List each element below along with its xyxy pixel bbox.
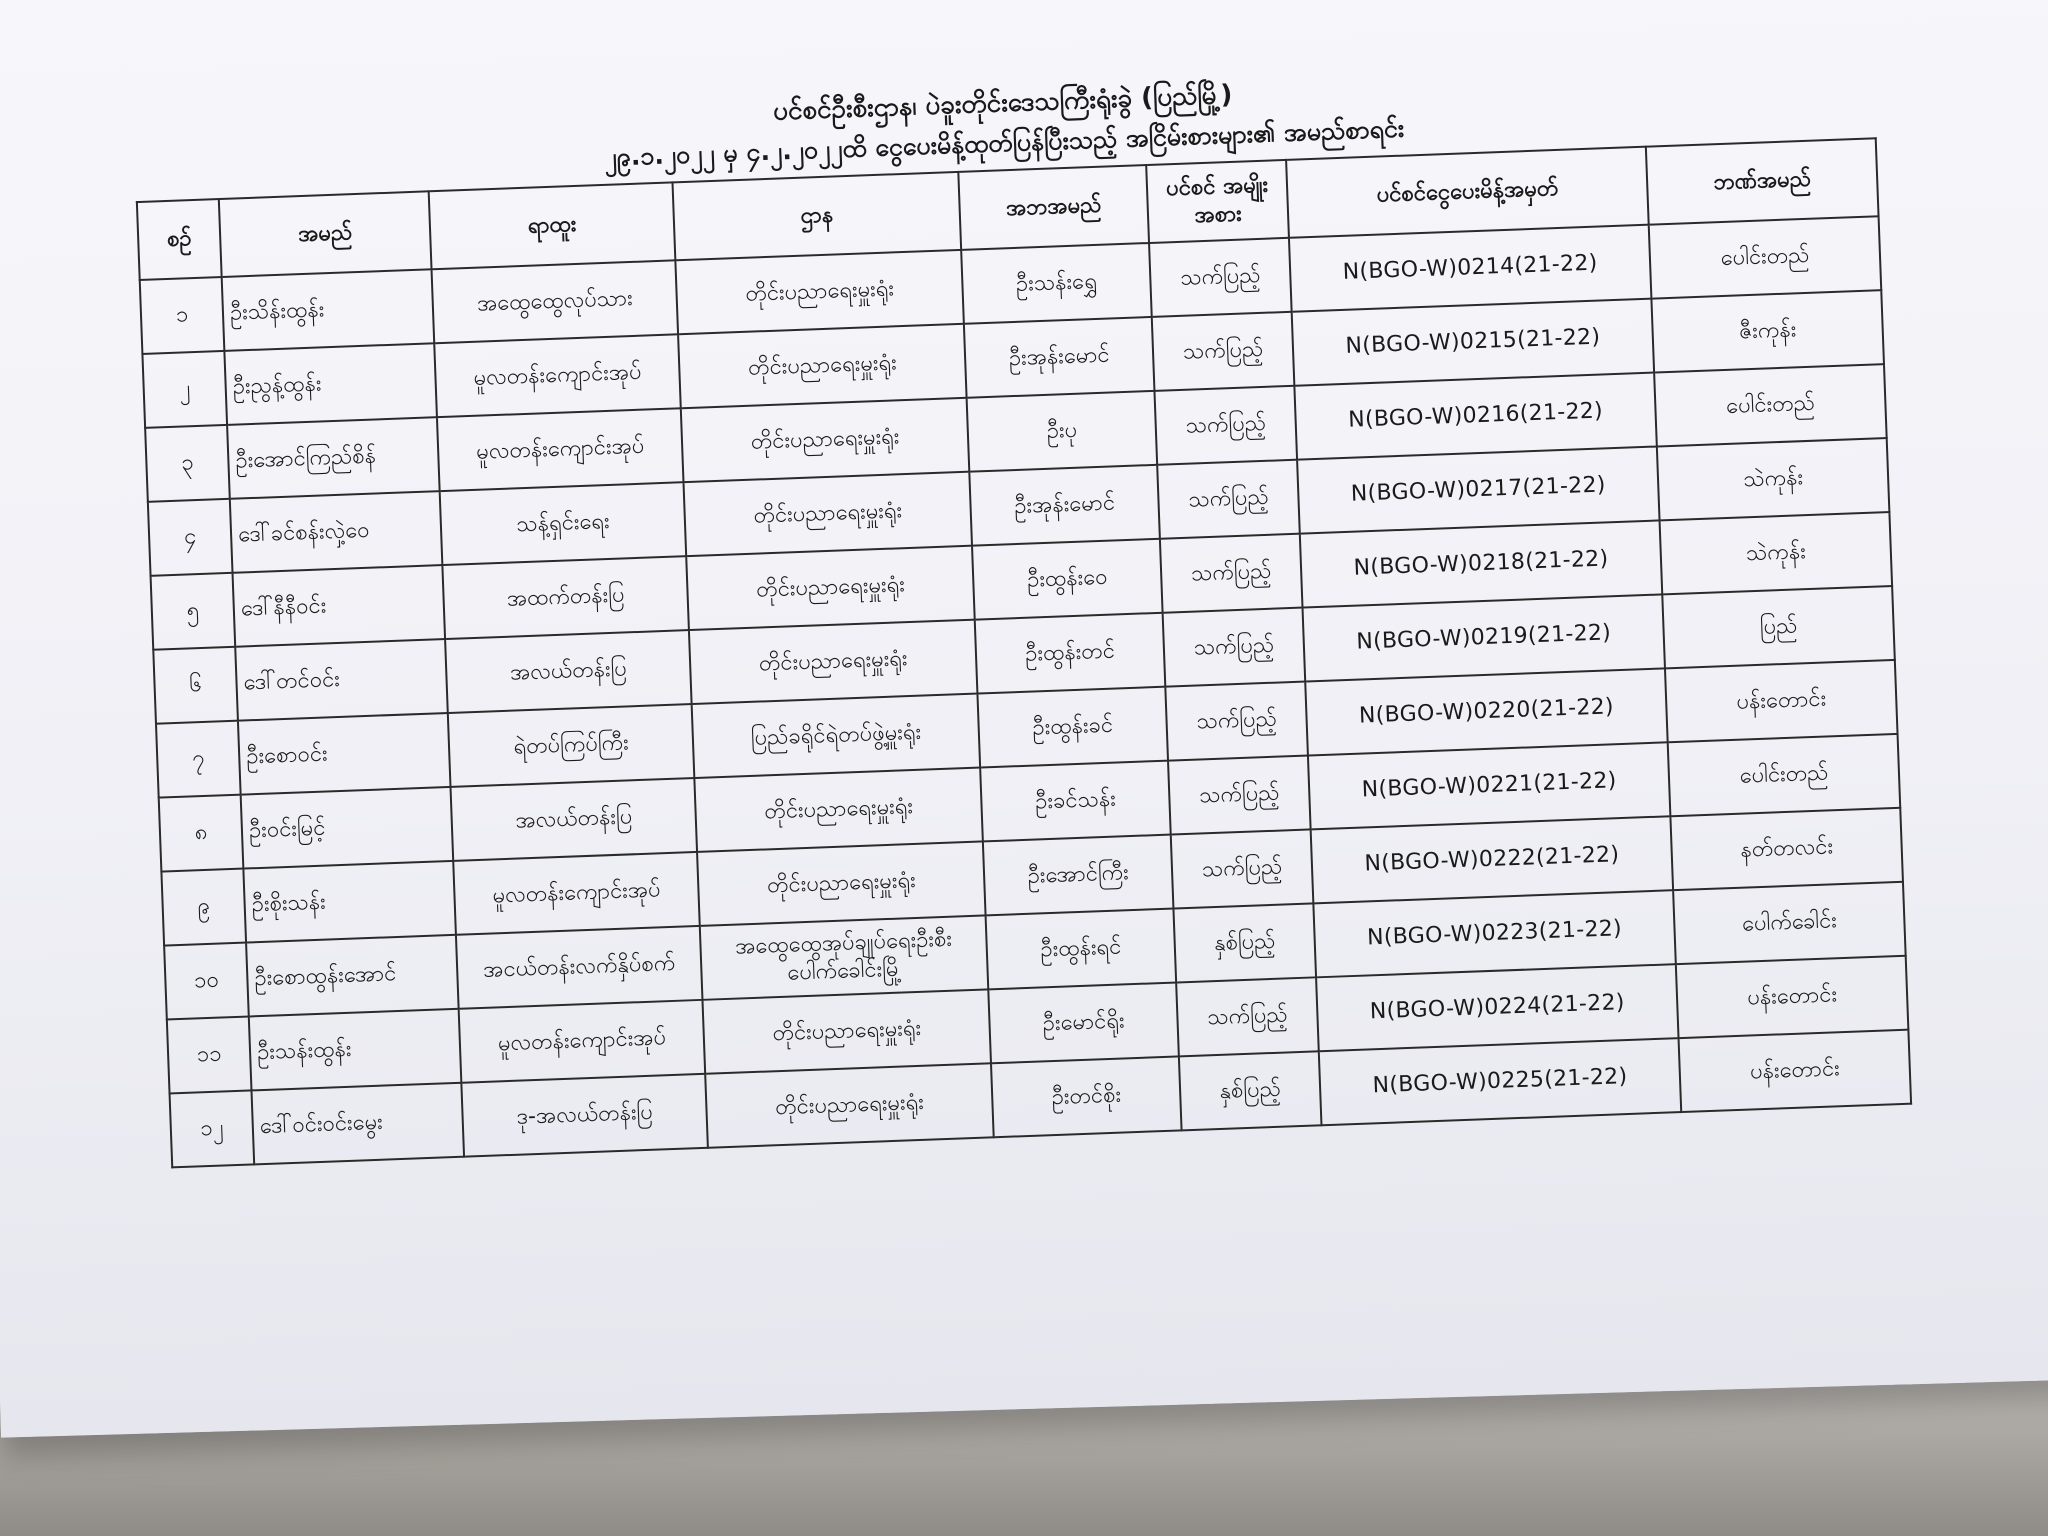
cell-bank: ဇီးကုန်း [1651, 290, 1884, 372]
cell-father: ဦးထွန်းဝေ [972, 539, 1163, 620]
cell-name: ဒေါ်ခင်စန်းလှဲ့ဝေ [230, 491, 443, 573]
cell-pension-type: သက်ပြည့် [1152, 312, 1295, 391]
cell-department: တိုင်းပညာရေးမှူးရုံး [681, 398, 970, 482]
cell-bank: ပန်းတောင်း [1665, 660, 1898, 742]
cell-pension-type: သက်ပြည့် [1168, 755, 1311, 834]
cell-name: ဦးသန်းထွန်း [249, 1009, 462, 1091]
cell-license: N(BGO-W)0216(21-22) [1294, 373, 1656, 460]
cell-pension-type: သက်ပြည့် [1157, 460, 1300, 539]
cell-license: N(BGO-W)0217(21-22) [1297, 447, 1659, 534]
cell-bank: ပေါင်းတည် [1668, 734, 1901, 816]
document [133, 51, 1910, 1168]
cell-father: ဦးထွန်းတင် [975, 613, 1166, 694]
document-subtitle: ၂၉.၁.၂၀၂၂ မှ ၄.၂.၂၀၂၂ထိ ငွေပေးမိန့်ထုတ်ပြန်ပြီးသည့် အငြိမ်းစားများ၏ အမည်စာရင်း [603, 113, 1405, 172]
cell-father: ဦးခင်သန်း [980, 761, 1171, 842]
cell-bank: ပေါင်းတည် [1649, 216, 1882, 298]
cell-no: ၁၀ [164, 943, 249, 1020]
cell-department: တိုင်းပညာရေးမှူးရုံး [702, 989, 991, 1073]
cell-position: သန့်ရှင်းရေး [440, 482, 687, 565]
header-bank: ဘဏ်အမည် [1646, 138, 1879, 224]
cell-no: ၉ [161, 869, 246, 946]
cell-license: N(BGO-W)0214(21-22) [1289, 225, 1651, 312]
cell-position: မူလတန်းကျောင်းအုပ် [453, 852, 700, 935]
cell-pension-type: သက်ပြည့် [1165, 682, 1308, 761]
cell-license: N(BGO-W)0225(21-22) [1319, 1038, 1681, 1125]
header-father: အဘအမည် [958, 165, 1149, 250]
header-pension-type: ပင်စင် အမျိုးအစား [1146, 160, 1289, 243]
cell-position: အထက်တန်းပြ [442, 556, 689, 639]
cell-bank: သဲကုန်း [1660, 512, 1893, 594]
header-position: ရာထူး [429, 182, 676, 269]
cell-position: မူလတန်းကျောင်းအုပ် [437, 408, 684, 491]
cell-name: ဦးအောင်ကြည်စိန် [227, 417, 440, 499]
cell-no: ၁၂ [170, 1090, 255, 1167]
cell-father: ဦးထွန်းရင် [986, 909, 1177, 990]
cell-name: ဦးစောဝင်း [238, 713, 451, 795]
cell-position: မူလတန်းကျောင်းအုပ် [434, 334, 681, 417]
cell-father: ဦးအုန်းမောင် [964, 317, 1155, 398]
cell-name: ဒေါ်ဝင်းဝင်းမွေး [251, 1083, 464, 1165]
cell-bank: သဲကုန်း [1657, 438, 1890, 520]
cell-no: ၁ [140, 277, 225, 354]
cell-father: ဦးပု [967, 391, 1158, 472]
cell-position: အထွေထွေလုပ်သား [432, 260, 679, 343]
header-no: စဉ် [137, 199, 222, 280]
cell-position: အလယ်တန်းပြ [445, 630, 692, 713]
cell-no: ၅ [151, 573, 236, 650]
cell-position: မူလတန်းကျောင်းအုပ် [459, 1000, 706, 1083]
cell-bank: ပေါက်ခေါင်း [1673, 882, 1906, 964]
cell-department: တိုင်းပညာရေးမှူးရုံး [689, 620, 978, 704]
cell-father: ဦးတင်စိုး [991, 1056, 1182, 1137]
cell-position: အငယ်တန်းလက်နှိပ်စက် [456, 926, 703, 1009]
cell-father: ဦးသန်းရွှေ [961, 243, 1152, 324]
cell-no: ၆ [153, 647, 238, 724]
cell-bank: ပေါင်းတည် [1654, 364, 1887, 446]
cell-department: တိုင်းပညာရေးမှူးရုံး [678, 324, 967, 408]
cell-department: တိုင်းပညာရေးမှူးရုံး [694, 768, 983, 852]
document-title: ပင်စင်ဦးစီးဌာန၊ ပဲခူးတိုင်းဒေသကြီးရုံးခွဲ (ပြည်မြို့) [772, 79, 1233, 127]
cell-department: တိုင်းပညာရေးမှူးရုံး [697, 841, 986, 925]
cell-department: တိုင်းပညာရေးမှူးရုံး [705, 1063, 994, 1147]
cell-no: ၁၁ [167, 1016, 252, 1093]
cell-father: ဦးမောင်ရိုး [988, 982, 1179, 1063]
header-license: ပင်စင်ငွေပေးမိန့်အမှတ် [1286, 147, 1649, 238]
cell-department: တိုင်းပညာရေးမှူးရုံး [686, 546, 975, 630]
cell-position: ဒု-အလယ်တန်းပြ [461, 1074, 708, 1157]
cell-position: အလယ်တန်းပြ [451, 778, 698, 861]
cell-pension-type: သက်ပြည့် [1171, 829, 1314, 908]
cell-no: ၂ [142, 351, 227, 428]
cell-no: ၃ [145, 425, 230, 502]
cell-license: N(BGO-W)0215(21-22) [1292, 299, 1654, 386]
cell-license: N(BGO-W)0223(21-22) [1313, 890, 1675, 977]
cell-no: ၄ [148, 499, 233, 576]
header-name: အမည် [219, 191, 432, 277]
cell-department: တိုင်းပညာရေးမှူးရုံး [675, 250, 964, 334]
cell-pension-type: နှစ်ပြည့် [1173, 903, 1316, 982]
cell-name: ဦးဝင်းမြင့် [241, 787, 454, 869]
cell-father: ဦးအုန်းမောင် [969, 465, 1160, 546]
cell-pension-type: သက်ပြည့် [1160, 534, 1303, 613]
cell-pension-type: သက်ပြည့် [1149, 238, 1292, 317]
cell-department: တိုင်းပညာရေးမှူးရုံး [683, 472, 972, 556]
cell-name: ဦးစောထွန်းအောင် [246, 935, 459, 1017]
cell-bank: ပန်းတောင်း [1679, 1030, 1912, 1112]
cell-license: N(BGO-W)0220(21-22) [1305, 668, 1667, 755]
pensioner-table [136, 137, 1912, 1168]
cell-father: ဦးထွန်းခင် [977, 687, 1168, 768]
cell-department: ပြည်ခရိုင်ရဲတပ်ဖွဲ့မှူးရုံး [692, 694, 981, 778]
cell-license: N(BGO-W)0221(21-22) [1308, 742, 1670, 829]
cell-name: ဦးစိုးသန်း [243, 861, 456, 943]
cell-license: N(BGO-W)0219(21-22) [1303, 594, 1665, 681]
cell-bank: ပြည် [1662, 586, 1895, 668]
cell-name: ဦးညွန့်ထွန်း [224, 343, 437, 425]
cell-no: ၇ [156, 721, 241, 798]
cell-license: N(BGO-W)0224(21-22) [1316, 964, 1678, 1051]
cell-name: ဒေါ်တင်ဝင်း [235, 639, 448, 721]
cell-father: ဦးအောင်ကြီး [983, 835, 1174, 916]
cell-bank: ပန်းတောင်း [1676, 956, 1909, 1038]
cell-pension-type: သက်ပြည့် [1176, 977, 1319, 1056]
cell-pension-type: သက်ပြည့် [1154, 386, 1297, 465]
cell-name: ဒေါ်နီနီဝင်း [233, 565, 446, 647]
cell-license: N(BGO-W)0222(21-22) [1311, 816, 1673, 903]
cell-no: ၈ [159, 795, 244, 872]
cell-position: ရဲတပ်ကြပ်ကြီး [448, 704, 695, 787]
cell-department: အထွေထွေအုပ်ချုပ်ရေးဦးစီး ပေါက်ခေါင်းမြို့ [700, 915, 989, 999]
cell-pension-type: သက်ပြည့် [1163, 608, 1306, 687]
cell-pension-type: နှစ်ပြည့် [1179, 1051, 1322, 1130]
cell-name: ဦးသိန်းထွန်း [222, 269, 435, 351]
header-department: ဌာန [672, 172, 961, 260]
cell-license: N(BGO-W)0218(21-22) [1300, 520, 1662, 607]
cell-bank: နတ်တလင်း [1670, 808, 1903, 890]
